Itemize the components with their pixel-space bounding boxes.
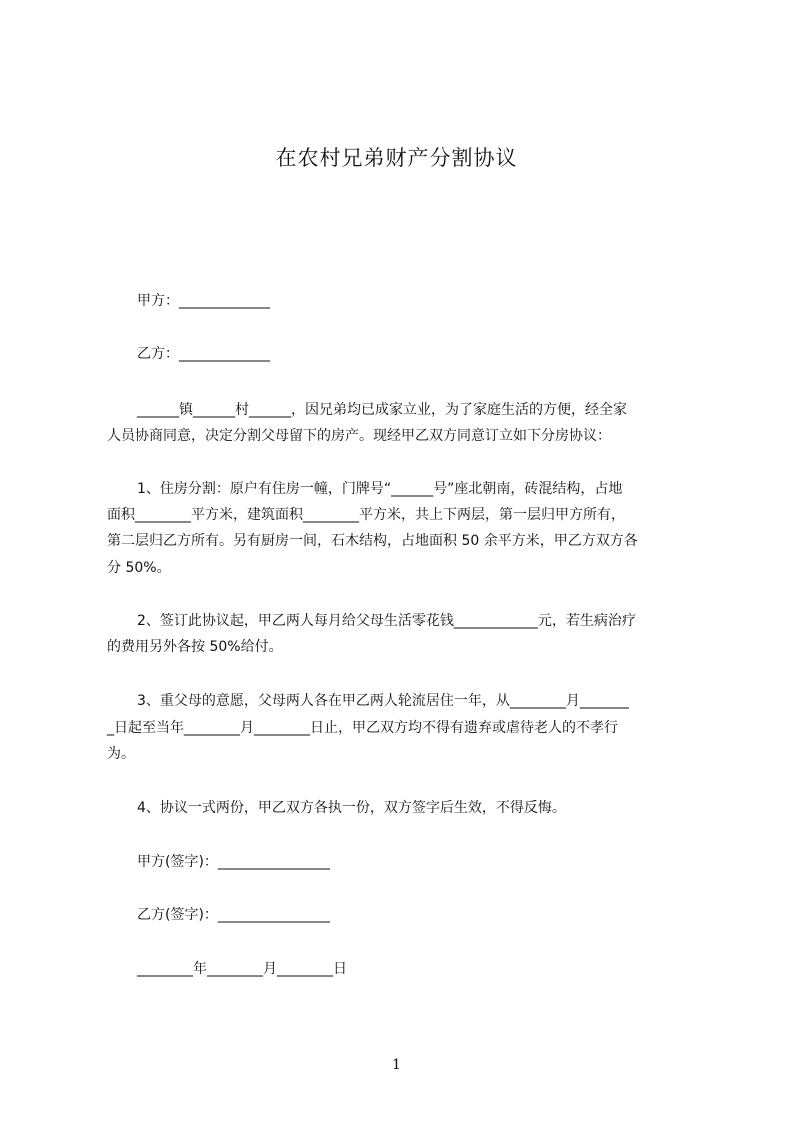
signature-party-b: 乙方(签字)：________________ — [137, 907, 330, 923]
clause-3-line-2: _日起至当年________月________日止，甲乙双方均不得有遗弃或虐待老人的不孝行 — [107, 720, 618, 736]
clause-2-line-2: 的费用另外各按 50%给付。 — [107, 639, 283, 655]
clause-4-line: 4、协议一式两份，甲乙双方各执一份，双方签字后生效，不得反悔。 — [137, 800, 566, 816]
page-number: 1 — [392, 1057, 401, 1073]
date-line: ________年________月________日 — [137, 961, 347, 977]
signature-party-a: 甲方(签字)：________________ — [137, 854, 330, 870]
party-a-line: 甲方：_____________ — [137, 293, 270, 309]
clause-1-line-2: 面积________平方米，建筑面积________平方米，共上下两层，第一层归甲方所有， — [107, 507, 625, 523]
document-title: 在农村兄弟财产分割协议 — [275, 146, 518, 170]
clause-1-line-1: 1、住房分割：原户有住房一幢，门牌号“______号”座北朝南，砖混结构，占地 — [137, 481, 623, 497]
clause-3-line-1: 3、重父母的意愿，父母两人各在甲乙两人轮流居住一年，从________月_______ — [137, 693, 629, 709]
intro-line-2: 人员协商同意，决定分割父母留下的房产。现经甲乙双方同意订立如下分房协议： — [107, 428, 611, 444]
clause-1-line-4: 分 50%。 — [107, 560, 171, 576]
intro-line-1: ______镇______村______，因兄弟均已成家立业，为了家庭生活的方便，经全家 — [137, 402, 627, 418]
clause-2-line-1: 2、签订此协议起，甲乙两人每月给父母生活零花钱____________元，若生病治疗 — [137, 613, 636, 629]
clause-1-line-3: 第二层归乙方所有。另有厨房一间，石木结构，占地面积 50 余平方米，甲乙方双方各 — [107, 533, 638, 549]
party-b-line: 乙方：_____________ — [137, 346, 270, 362]
clause-3-line-3: 为。 — [107, 746, 135, 762]
